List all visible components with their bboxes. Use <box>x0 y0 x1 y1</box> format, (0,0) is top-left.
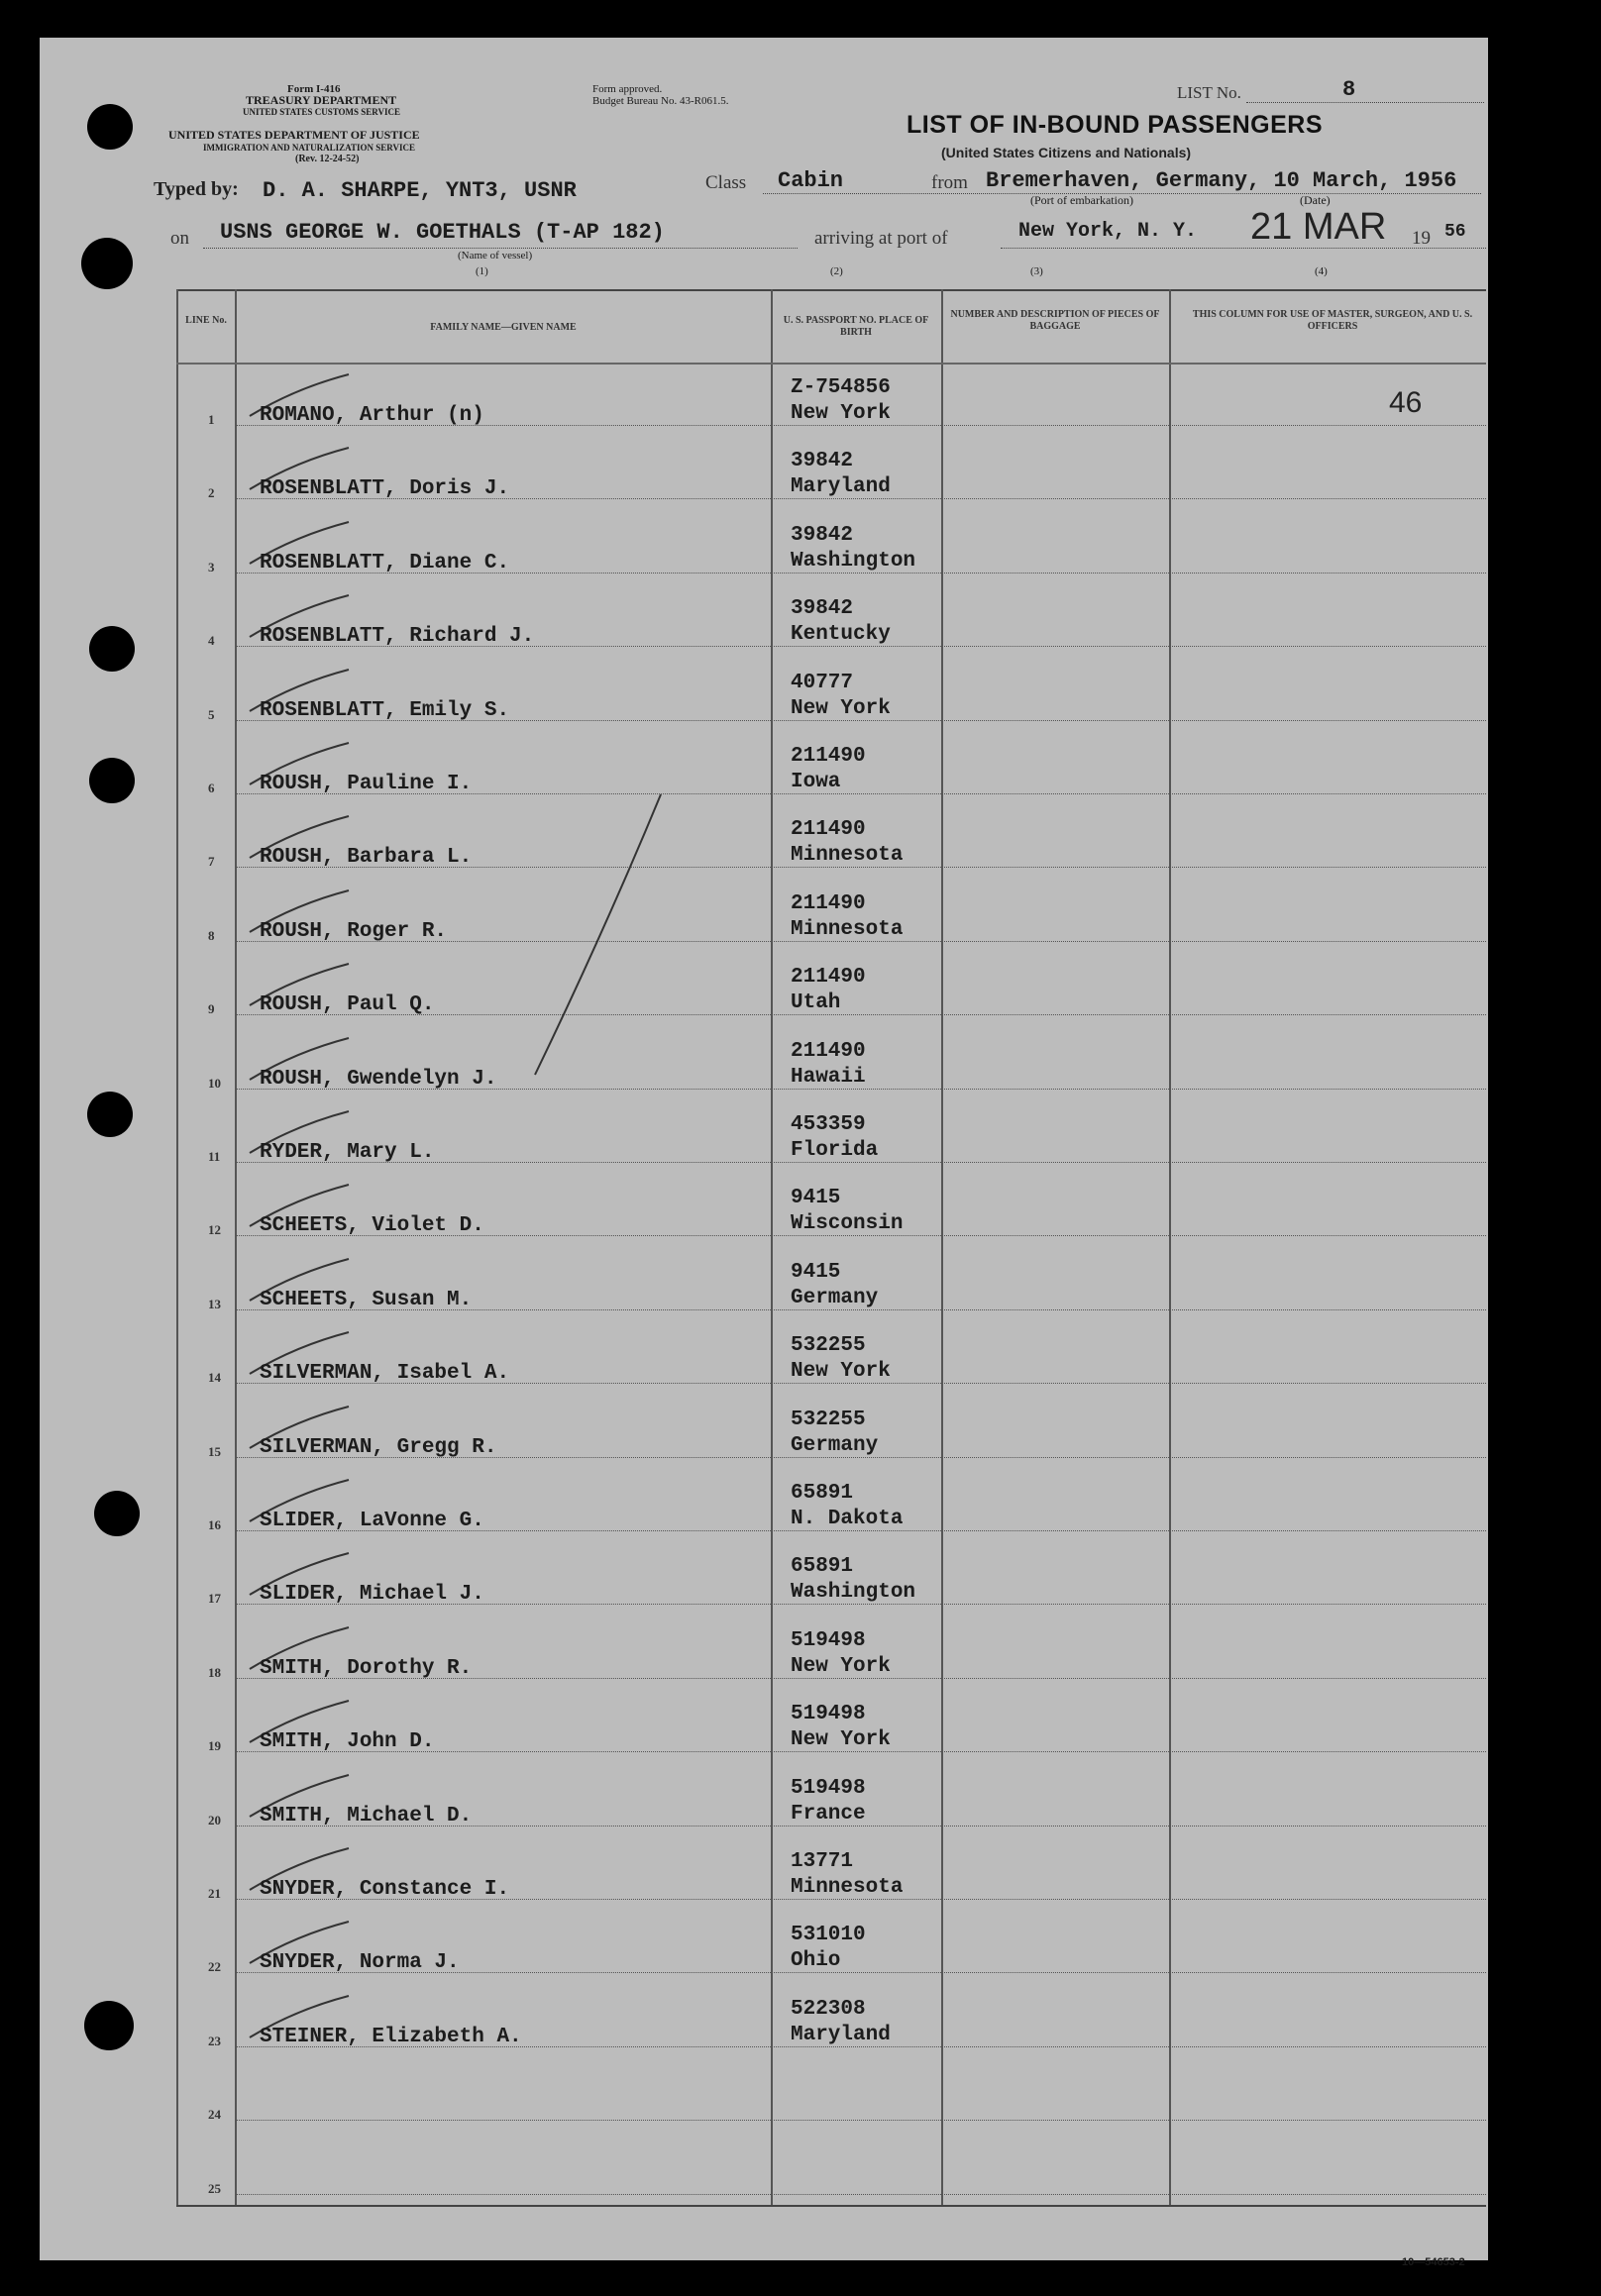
passenger-name: SMITH, Michael D. <box>260 1804 473 1827</box>
passenger-name: SILVERMAN, Gregg R. <box>260 1435 497 1459</box>
table-row <box>0 2132 1601 2206</box>
line-number: 3 <box>208 559 215 574</box>
typed-by-label: Typed by: <box>154 178 239 200</box>
passport-number: 13771 <box>791 1850 854 1873</box>
line-number: 5 <box>208 706 215 722</box>
place-of-birth: Germany <box>791 1433 879 1457</box>
binder-hole <box>81 238 133 289</box>
arrival-date-stamp: 21 MAR <box>1250 206 1387 248</box>
line-number: 13 <box>208 1296 221 1311</box>
passport-number: 9415 <box>791 1187 841 1210</box>
list-number: 8 <box>1342 77 1356 102</box>
treasury-dept: TREASURY DEPARTMENT <box>246 93 397 107</box>
line-number: 1 <box>208 412 215 427</box>
table-row <box>0 1763 1601 1837</box>
place-of-birth: N. Dakota <box>791 1508 904 1530</box>
passport-number: 532255 <box>791 1334 866 1358</box>
passenger-name: SILVERMAN, Isabel A. <box>260 1362 510 1386</box>
line-number: 4 <box>208 633 215 649</box>
passenger-name: SLIDER, LaVonne G. <box>260 1510 484 1532</box>
line-number: 8 <box>208 927 215 943</box>
customs-service: UNITED STATES CUSTOMS SERVICE <box>243 107 400 117</box>
place-of-birth: Minnesota <box>791 844 904 868</box>
passport-number: 211490 <box>791 1039 866 1063</box>
header-name: FAMILY NAME—GIVEN NAME <box>430 322 577 333</box>
table-row <box>0 879 1601 953</box>
passport-number: 519498 <box>791 1776 866 1800</box>
page-subtitle: (United States Citizens and Nationals) <box>941 145 1192 160</box>
form-number: Form I-416 <box>287 83 341 95</box>
line-number: 17 <box>208 1591 221 1607</box>
table-row <box>0 1836 1601 1911</box>
vessel-caption: (Name of vessel) <box>458 250 533 261</box>
table-row <box>0 1910 1601 1984</box>
passenger-name: ROUSH, Barbara L. <box>260 846 473 870</box>
vessel-name: USNS GEORGE W. GOETHALS (T-AP 182) <box>220 220 665 245</box>
passport-number: 65891 <box>791 1555 854 1579</box>
passport-number: 519498 <box>791 1703 866 1726</box>
place-of-birth: New York <box>791 402 891 425</box>
place-of-birth: Florida <box>791 1139 879 1162</box>
officer-note: 46 <box>1389 386 1423 419</box>
place-of-birth: Kentucky <box>791 623 891 647</box>
passport-number: 531010 <box>791 1924 866 1947</box>
budget-bureau: Budget Bureau No. 43-R061.5. <box>592 95 729 107</box>
table-row <box>0 583 1601 658</box>
passenger-name: SLIDER, Michael J. <box>260 1583 484 1607</box>
passport-number: 211490 <box>791 966 866 990</box>
table-row <box>0 1099 1601 1174</box>
place-of-birth: Hawaii <box>791 1065 866 1089</box>
col2-caption: (2) <box>830 265 843 277</box>
table-row <box>0 1320 1601 1395</box>
place-of-birth: Maryland <box>791 475 891 499</box>
table-row <box>0 363 1601 437</box>
table-row <box>0 1247 1601 1321</box>
table-row <box>0 658 1601 732</box>
list-number-label: LIST No. <box>1177 83 1241 102</box>
table-row <box>0 436 1601 510</box>
pencil-stroke <box>515 783 674 1090</box>
footer-code: 10—54653-2 <box>1402 2256 1465 2268</box>
place-of-birth: France <box>791 1802 866 1826</box>
binder-hole <box>87 104 133 150</box>
page-title: LIST OF IN-BOUND PASSENGERS <box>907 111 1324 139</box>
passenger-name: ROSENBLATT, Diane C. <box>260 551 510 574</box>
place-of-birth: Maryland <box>791 2023 891 2046</box>
passport-number: 211490 <box>791 891 866 915</box>
class-label: Class <box>705 172 747 193</box>
passenger-name: STEINER, Elizabeth A. <box>260 2025 522 2048</box>
col3-caption: (3) <box>1030 265 1043 277</box>
passenger-name: SMITH, John D. <box>260 1730 435 1754</box>
passenger-name: ROUSH, Roger R. <box>260 919 448 943</box>
date-caption: (Date) <box>1300 193 1331 207</box>
line-number: 7 <box>208 854 215 870</box>
table-row <box>0 952 1601 1026</box>
line-number: 16 <box>208 1517 221 1532</box>
line-number: 6 <box>208 781 215 795</box>
place-of-birth: Wisconsin <box>791 1212 904 1236</box>
header-passport: U. S. PASSPORT NO. PLACE OF BIRTH <box>783 315 929 338</box>
passenger-name: ROUSH, Pauline I. <box>260 773 473 795</box>
table-row <box>0 1173 1601 1247</box>
passenger-name: ROUSH, Paul Q. <box>260 993 435 1017</box>
table-row <box>0 2057 1601 2132</box>
col1-caption: (1) <box>476 265 488 277</box>
form-approved: Form approved. <box>592 83 663 95</box>
line-number: 2 <box>208 485 215 501</box>
year-suffix: 56 <box>1444 222 1466 242</box>
place-of-birth: Washington <box>791 549 916 573</box>
passenger-name: SNYDER, Constance I. <box>260 1878 510 1901</box>
passport-number: 65891 <box>791 1482 854 1505</box>
header-baggage: NUMBER AND DESCRIPTION OF PIECES OF BAGGAGE <box>950 309 1160 332</box>
table-row <box>0 731 1601 805</box>
line-number: 14 <box>208 1370 221 1386</box>
header-officers: THIS COLUMN FOR USE OF MASTER, SURGEON, AND U. S. OFFICERS <box>1192 309 1473 332</box>
table-row <box>0 1395 1601 1469</box>
line-number: 23 <box>208 2033 221 2048</box>
table-row <box>0 510 1601 584</box>
table-row <box>0 1616 1601 1690</box>
col4-caption: (4) <box>1315 265 1328 277</box>
from-label: from <box>931 172 968 193</box>
passport-number: 519498 <box>791 1628 866 1652</box>
passenger-name: RYDER, Mary L. <box>260 1141 435 1164</box>
place-of-birth: Ohio <box>791 1949 841 1973</box>
place-of-birth: New York <box>791 1728 891 1752</box>
line-number: 22 <box>208 1959 221 1975</box>
line-number: 18 <box>208 1664 221 1680</box>
line-number: 11 <box>208 1149 221 1164</box>
table-row <box>0 804 1601 879</box>
passport-number: 453359 <box>791 1113 866 1136</box>
passport-number: Z-754856 <box>791 376 891 399</box>
passenger-name: SCHEETS, Susan M. <box>260 1288 473 1311</box>
place-of-birth: New York <box>791 1654 891 1678</box>
table-row <box>0 1984 1601 2058</box>
embarkation: Bremerhaven, Germany, 10 March, 1956 <box>986 168 1457 193</box>
place-of-birth: Minnesota <box>791 1876 904 1899</box>
passport-number: 211490 <box>791 818 866 842</box>
passenger-name: ROSENBLATT, Doris J. <box>260 477 510 501</box>
table-row <box>0 1541 1601 1616</box>
passport-number: 522308 <box>791 1997 866 2021</box>
line-number: 24 <box>208 2107 221 2123</box>
on-label: on <box>170 228 189 249</box>
place-of-birth: Utah <box>791 991 841 1015</box>
passport-number: 9415 <box>791 1260 841 1284</box>
revision-date: (Rev. 12-24-52) <box>295 154 360 164</box>
place-of-birth: New York <box>791 696 891 720</box>
passenger-name: ROSENBLATT, Emily S. <box>260 698 510 722</box>
line-number: 25 <box>208 2180 221 2196</box>
line-number: 12 <box>208 1222 221 1238</box>
place-of-birth: Washington <box>791 1581 916 1605</box>
line-number: 9 <box>208 1001 215 1017</box>
typed-by: D. A. SHARPE, YNT3, USNR <box>263 178 577 203</box>
arriving-label: arriving at port of <box>814 228 948 249</box>
passport-number: 39842 <box>791 450 854 473</box>
passport-number: 211490 <box>791 745 866 768</box>
line-number: 21 <box>208 1886 221 1901</box>
passport-number: 40777 <box>791 671 854 694</box>
table-row <box>0 1689 1601 1763</box>
place-of-birth: Minnesota <box>791 917 904 941</box>
passport-number: 532255 <box>791 1408 866 1431</box>
passport-number: 39842 <box>791 597 854 621</box>
table-row <box>0 1026 1601 1100</box>
passenger-name: SMITH, Dorothy R. <box>260 1656 473 1680</box>
place-of-birth: Germany <box>791 1286 879 1309</box>
year-prefix: 19 <box>1412 228 1431 249</box>
table-row <box>0 1468 1601 1542</box>
arrival-port: New York, N. Y. <box>1018 220 1198 243</box>
line-number: 20 <box>208 1812 221 1827</box>
passport-number: 39842 <box>791 523 854 547</box>
line-number: 19 <box>208 1738 221 1754</box>
passenger-name: SNYDER, Norma J. <box>260 1951 460 1975</box>
ins-service: IMMIGRATION AND NATURALIZATION SERVICE <box>203 143 415 153</box>
passenger-name: ROSENBLATT, Richard J. <box>260 625 535 649</box>
line-number: 15 <box>208 1443 221 1459</box>
place-of-birth: New York <box>791 1360 891 1384</box>
class-value: Cabin <box>778 168 844 193</box>
place-of-birth: Iowa <box>791 771 841 793</box>
line-number: 10 <box>208 1075 221 1091</box>
justice-dept: UNITED STATES DEPARTMENT OF JUSTICE <box>168 128 420 142</box>
passenger-name: ROUSH, Gwendelyn J. <box>260 1067 497 1091</box>
header-line-no: LINE No. <box>185 315 227 326</box>
passenger-name: ROMANO, Arthur (n) <box>260 404 484 427</box>
port-embarkation-caption: (Port of embarkation) <box>1030 193 1133 207</box>
passenger-name: SCHEETS, Violet D. <box>260 1214 484 1238</box>
